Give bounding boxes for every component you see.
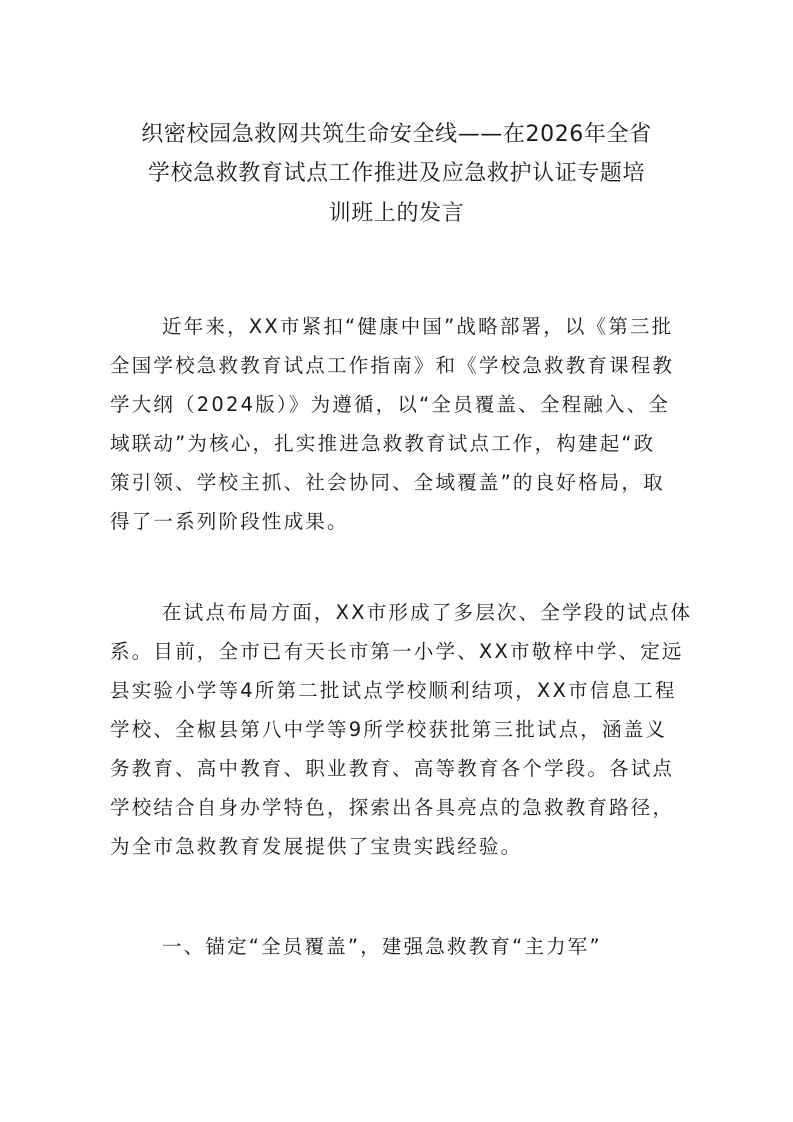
text-line: 域联动”为核心，扎实推进急救教育试点工作，构建起“政 (110, 432, 656, 455)
section-heading-text: 一、锚定“全员覆盖”，建强急救教育“主力军” (162, 935, 602, 958)
title-line: 学校急救教育试点工作推进及应急救护认证专题培 (147, 161, 646, 187)
paragraph-intro (110, 307, 683, 541)
text-line: 系。目前，全市已有天长市第一小学、XX市敬梓中学、定远 (110, 640, 684, 663)
text-line: 在试点布局方面，XX市形成了多层次、全学段的试点体 (162, 601, 693, 624)
title-line: 织密校园急救网共筑生命安全线——在2026年全省 (141, 121, 652, 147)
document-title (110, 115, 683, 234)
text-line: 近年来，XX市紧扣“健康中国”战略部署，以《第三批 (162, 315, 674, 338)
text-line: 得了一系列阶段性成果。 (110, 510, 349, 533)
text-line: 学校、全椒县第八中学等9所学校获批第三批试点，涵盖义 (110, 718, 668, 741)
text-line: 县实验小学等4所第二批试点学校顺利结项，XX市信息工程 (110, 679, 677, 702)
text-line: 学校结合自身办学特色，探索出各具亮点的急救教育路径， (110, 796, 675, 819)
text-line: 为全市急救教育发展提供了宝贵实践经验。 (110, 835, 523, 858)
section-heading (110, 927, 683, 966)
title-line: 训班上的发言 (328, 200, 465, 226)
text-line: 务教育、高中教育、职业教育、高等教育各个学段。各试点 (110, 757, 675, 780)
text-line: 全国学校急救教育试点工作指南》和《学校急救教育课程教 (110, 354, 675, 377)
text-line: 学大纲（2024版）》为遵循，以“全员覆盖、全程融入、全 (110, 393, 671, 416)
text-line: 策引领、学校主抓、社会协同、全域覆盖”的良好格局，取 (110, 471, 665, 494)
paragraph-pilot-layout (110, 593, 693, 866)
